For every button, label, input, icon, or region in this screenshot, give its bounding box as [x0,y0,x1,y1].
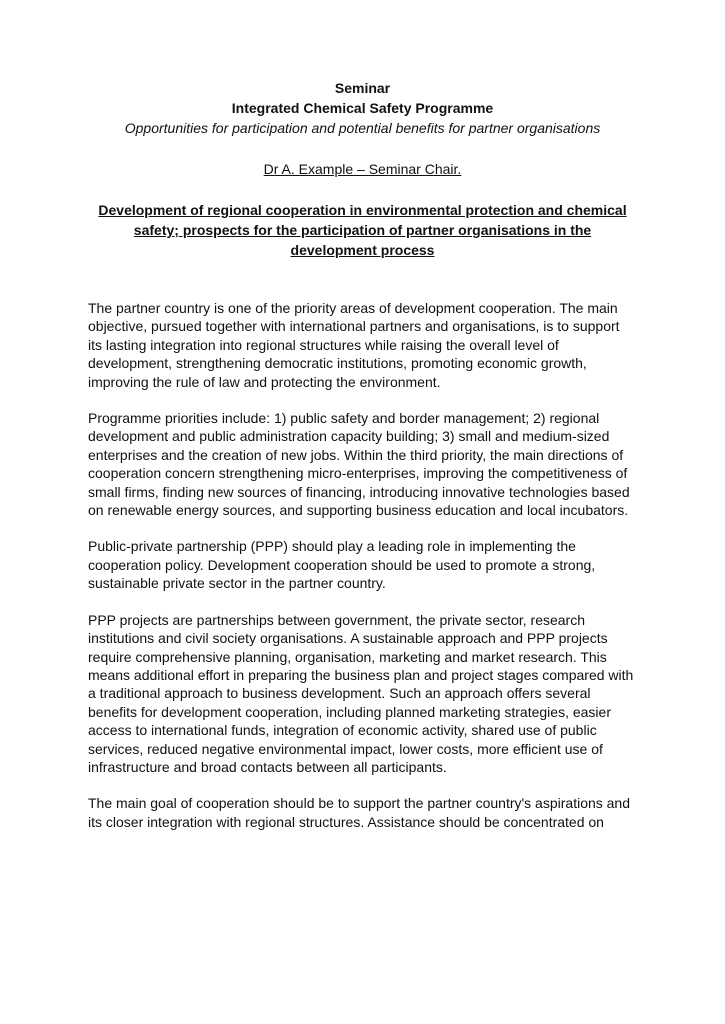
program-subtitle: Opportunities for participation and potential benefits for partner organisations [124,120,601,136]
document-header [88,78,637,179]
paragraph: Programme priorities include: 1) public safety and border management; 2) regional development and public administration capacity building; 3) small and medium-sized enterprises and the creation of new jobs. Within the third priority, the main directions of cooperation concern strengthening micro-enterprises, improving the competitiveness of small firms, finding new sources of financing, introducing innovative technologies based on renewable energy sources, and supporting business education and local incubators. [88,410,630,519]
program-title: Integrated Chemical Safety Programme [231,100,494,116]
paragraph: The main goal of cooperation should be to support the partner country's aspirations and its closer integration with regional structures. Assistance should be concentrated on [88,795,631,830]
paragraph: Public-private partnership (PPP) should play a leading role in implementing the cooperation policy. Development cooperation should be used to promote a strong, sustainable private sector in the partner country. [88,538,596,592]
paragraph: The partner country is one of the priority areas of development cooperation. The main objective, pursued together with international partners and organisations, is to support its lasting integration into regional structures while raising the overall level of development, strengthening democratic institutions, promoting economic growth, improving the rule of law and protecting the environment. [88,300,620,390]
paragraph: PPP projects are partnerships between government, the private sector, research institutions and civil society organisations. A sustainable approach and PPP projects require comprehensive planning, organisation, marketing and market research. This means additional effort in preparing the business plan and project stages compared with a traditional approach to business development. Such an approach offers several benefits for development cooperation, including planned marketing strategies, easier access to international funds, integration of economic activity, shared use of public services, reduced negative environmental impact, lower costs, more efficient use of infrastructure and broad contacts between all participants. [88,611,634,775]
seminar-label: Seminar [334,80,391,96]
seminar-chair: Dr A. Example – Seminar Chair. [263,161,462,177]
section-title: Development of regional cooperation in environmental protection and chemical safety; prospects for the participation of partner organisations in the development process [98,202,627,258]
document-body [88,299,637,831]
